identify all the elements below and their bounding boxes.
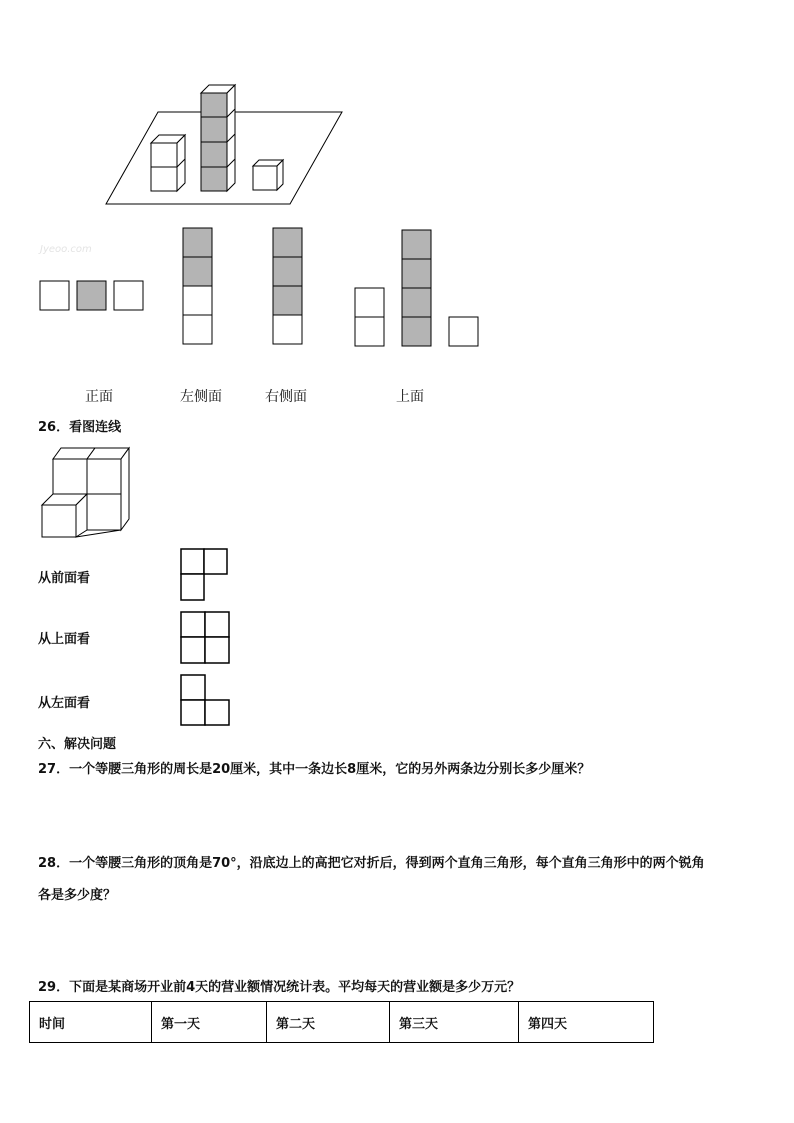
- q29-text: 29．下面是某商场开业前4天的营业额情况统计表。平均每天的营业额是多少万元？: [38, 980, 521, 995]
- label-left: 左侧面: [180, 389, 222, 405]
- label-top: 上面: [396, 389, 424, 405]
- q27-text: 27．一个等腰三角形的周长是20厘米，其中一条边长8厘米，它的另外两条边分别长多少厘米？: [38, 762, 591, 777]
- label-front: 正面: [85, 389, 113, 405]
- table-header-cell: 第三天: [390, 1002, 519, 1043]
- table-header-cell: 第四天: [519, 1002, 654, 1043]
- section-title: 六、解决问题: [38, 737, 117, 752]
- option-top: 从上面看: [38, 632, 91, 647]
- table-header-cell: 第一天: [152, 1002, 267, 1043]
- label-right: 右侧面: [265, 389, 307, 405]
- option-front: 从前面看: [38, 571, 91, 586]
- q26-title: 26．看图连线: [38, 420, 122, 435]
- table-header-cell: 时间: [30, 1002, 152, 1043]
- watermark: Jyeoo.com: [40, 244, 92, 255]
- q28-line2: 各是多少度？: [38, 888, 117, 903]
- table-row: [30, 1002, 654, 1043]
- revenue-table: [29, 1001, 654, 1043]
- option-left: 从左面看: [38, 696, 91, 711]
- q28-line1: 28．一个等腰三角形的顶角是70°，沿底边上的高把它对折后，得到两个直角三角形，每个直角三角形中的两个锐角: [38, 856, 705, 871]
- table-header-cell: 第二天: [267, 1002, 390, 1043]
